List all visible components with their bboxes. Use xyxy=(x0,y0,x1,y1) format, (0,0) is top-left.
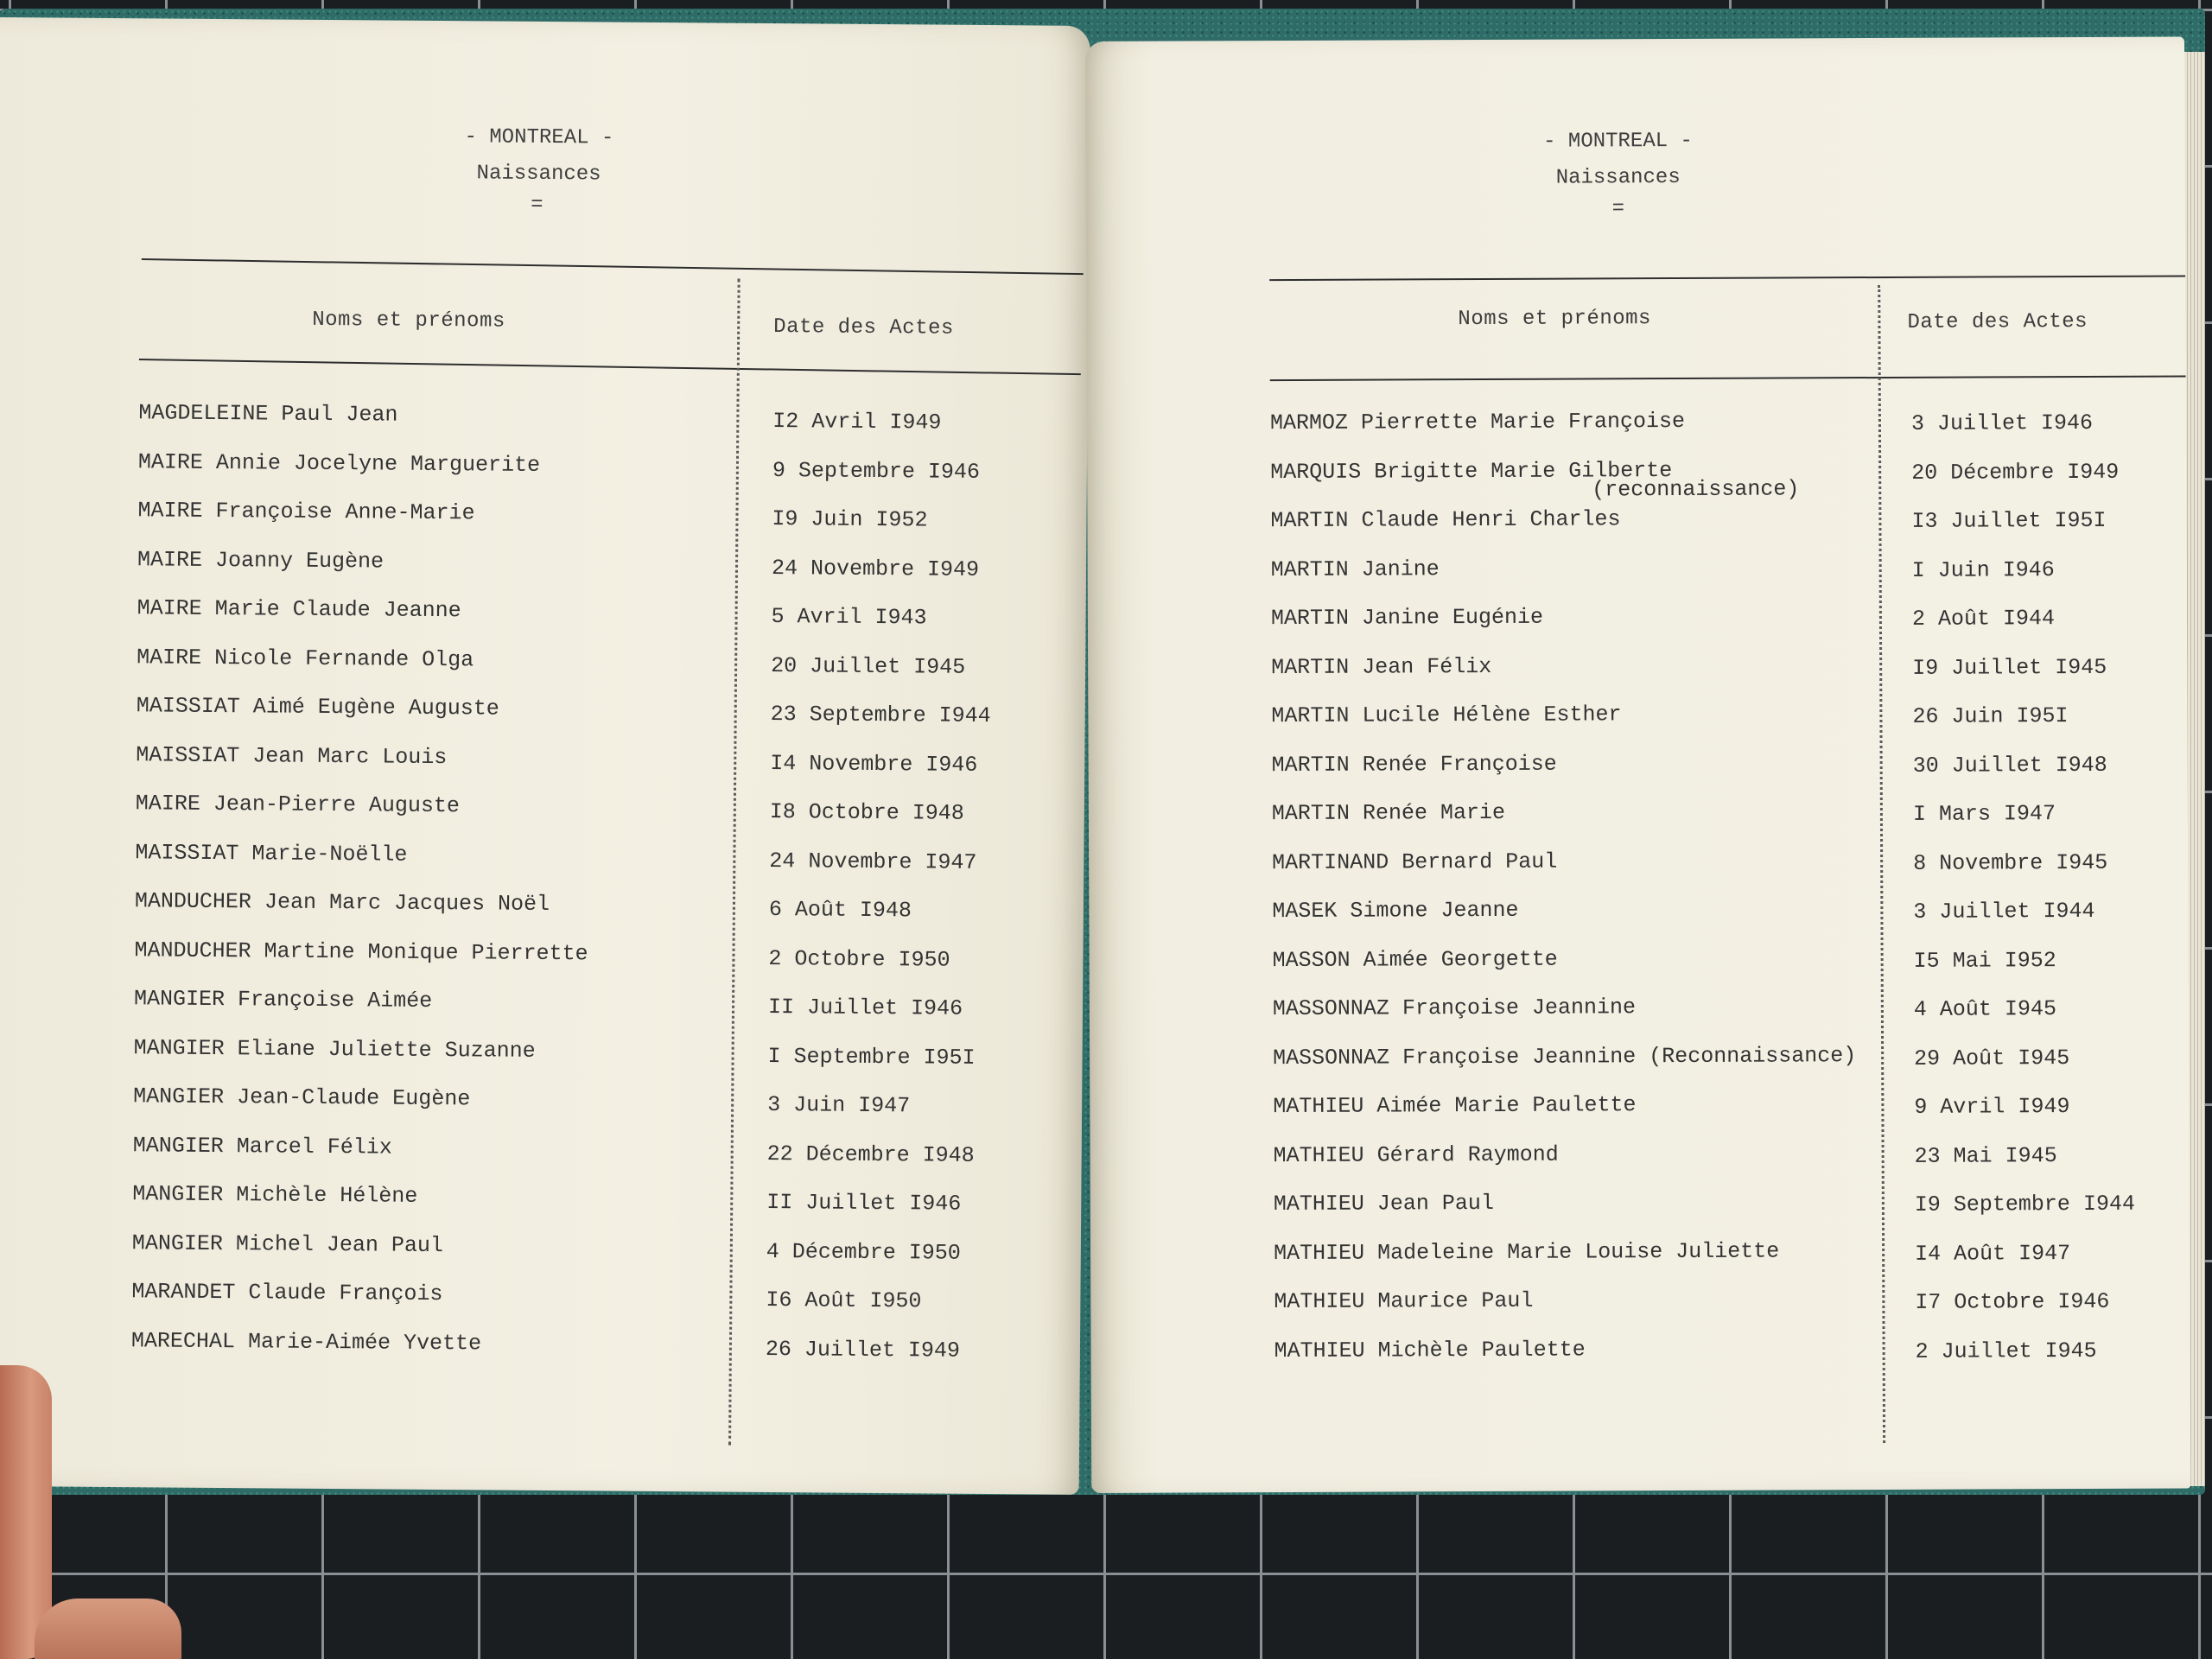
entry-row xyxy=(1271,544,2187,597)
entry-name: MATHIEU Gérard Raymond xyxy=(1273,1141,1559,1168)
entry-row xyxy=(1270,397,2186,450)
entry-row xyxy=(1273,935,2189,988)
entry-row xyxy=(1274,1276,2190,1329)
entry-name: MARTIN Lucile Hélène Esther xyxy=(1271,702,1622,729)
header-mark: = xyxy=(1611,197,1625,221)
entry-date: 20 Juillet I945 xyxy=(771,652,966,680)
entry-row xyxy=(131,1270,1065,1326)
entry-name: MASEK Simone Jeanne xyxy=(1272,897,1519,925)
entry-name: MAISSIAT Marie-Noëlle xyxy=(135,839,408,868)
entry-row xyxy=(138,441,1071,497)
entry-name: MANGIER Michèle Hélène xyxy=(132,1181,418,1209)
entry-name: MARQUIS Brigitte Marie Gilberte xyxy=(1270,457,1673,485)
entry-date: 4 Décembre I950 xyxy=(766,1238,961,1266)
left-page xyxy=(0,17,1090,1495)
entry-row xyxy=(1274,1325,2190,1378)
entry-date: 2 Octobre I950 xyxy=(768,945,950,973)
entry-date: 24 Novembre I947 xyxy=(769,848,977,875)
entry-name: MAISSIAT Jean Marc Louis xyxy=(136,741,448,770)
entry-row xyxy=(1273,1033,2189,1085)
entry-row xyxy=(1274,1179,2190,1231)
entry-name: MARTIN Janine xyxy=(1270,556,1440,582)
entry-name: MARTIN Janine Eugénie xyxy=(1270,604,1544,632)
entry-date: 26 Juillet I949 xyxy=(765,1336,961,1363)
entry-date: 5 Avril I943 xyxy=(771,604,927,631)
entry-name: MAIRE Nicole Fernande Olga xyxy=(137,644,474,672)
entry-name: MATHIEU Maurice Paul xyxy=(1274,1287,1534,1315)
entry-row xyxy=(133,1075,1066,1131)
entry-date: 4 Août I945 xyxy=(1913,996,2056,1022)
entry-name: MANDUCHER Martine Monique Pierrette xyxy=(134,937,588,966)
entry-row xyxy=(1274,1130,2190,1183)
entry-name: MARTIN Renée Françoise xyxy=(1271,751,1557,778)
entry-name: MAISSIAT Aimé Eugène Auguste xyxy=(136,693,499,721)
entry-date: 2 Août I944 xyxy=(1911,606,2056,632)
column-header-dates: Date des Actes xyxy=(1907,309,2088,334)
left-page-header xyxy=(0,116,1090,223)
entry-row xyxy=(136,782,1069,838)
entry-date: 3 Juillet I944 xyxy=(1913,898,2095,925)
right-entries-list xyxy=(1270,397,2190,1378)
entry-row xyxy=(1272,837,2188,890)
entry-name: MATHIEU Jean Paul xyxy=(1273,1190,1494,1217)
entry-date: 24 Novembre I949 xyxy=(771,555,980,582)
header-bottom-rule xyxy=(1270,375,2186,381)
entry-note: (reconnaissance) xyxy=(1592,475,1800,502)
entry-name: MARTINAND Bernard Paul xyxy=(1272,849,1558,875)
entry-date: I7 Octobre I946 xyxy=(1915,1288,2110,1315)
entry-name: MANGIER Françoise Aimée xyxy=(133,986,433,1014)
entry-date: I4 Août I947 xyxy=(1915,1240,2071,1267)
entry-row xyxy=(1274,1228,2190,1281)
entry-name: MATHIEU Michèle Paulette xyxy=(1274,1336,1586,1363)
entry-date: 3 Juin I947 xyxy=(767,1092,911,1119)
entry-name: MASSONNAZ Françoise Jeannine (Reconnaissance) xyxy=(1273,1042,1857,1071)
entry-date: 9 Avril I949 xyxy=(1914,1094,2070,1120)
entry-name: MANGIER Michel Jean Paul xyxy=(131,1230,444,1258)
entry-row xyxy=(135,831,1068,887)
top-rule xyxy=(142,258,1084,275)
entry-row xyxy=(134,977,1067,1033)
entry-date: I5 Mai I952 xyxy=(1913,947,2056,974)
entry-date: I4 Novembre I946 xyxy=(770,750,978,778)
entry-name: MANGIER Marcel Félix xyxy=(132,1132,392,1160)
entry-row xyxy=(134,929,1067,985)
entry-row xyxy=(133,1027,1066,1083)
hand-finger xyxy=(35,1599,181,1659)
entry-name: MATHIEU Madeleine Marie Louise Juliette xyxy=(1274,1238,1780,1266)
right-page xyxy=(1085,36,2190,1493)
entry-date: I8 Octobre I948 xyxy=(769,799,964,826)
page-subtitle: Naissances xyxy=(476,162,601,187)
entry-row xyxy=(137,587,1070,643)
entry-date: 29 Août I945 xyxy=(1914,1045,2070,1071)
entry-name: MAIRE Françoise Anne-Marie xyxy=(137,498,475,526)
entry-row xyxy=(1272,788,2188,841)
entry-row xyxy=(137,636,1070,692)
entry-row xyxy=(1273,983,2189,1036)
entry-name: MAIRE Joanny Eugène xyxy=(137,546,385,575)
entry-date: I Juin I946 xyxy=(1911,556,2055,583)
entry-row xyxy=(132,1173,1065,1229)
entry-name: MANGIER Jean-Claude Eugène xyxy=(133,1084,471,1112)
entry-date: 3 Juillet I946 xyxy=(1910,410,2094,436)
entry-row xyxy=(137,489,1071,545)
entry-date: I9 Juin I952 xyxy=(772,506,928,533)
entry-name: MARTIN Claude Henri Charles xyxy=(1270,506,1621,534)
entry-date: 6 Août I948 xyxy=(768,897,912,924)
entry-name: MATHIEU Aimée Marie Paulette xyxy=(1273,1092,1637,1120)
entry-row xyxy=(136,734,1069,790)
entry-row xyxy=(137,538,1071,594)
entry-row xyxy=(131,1319,1065,1376)
entry-name: MAIRE Jean-Pierre Auguste xyxy=(135,791,461,819)
column-header-names: Noms et prénoms xyxy=(312,308,505,334)
entry-date: 2 Juillet I945 xyxy=(1915,1338,2097,1364)
entry-row xyxy=(1270,447,2186,502)
header-bottom-rule xyxy=(139,359,1081,375)
top-rule xyxy=(1269,275,2185,281)
entry-row xyxy=(1271,642,2187,695)
entry-row xyxy=(136,684,1069,741)
entry-name: MAGDELEINE Paul Jean xyxy=(138,400,398,428)
entry-name: MARANDET Claude François xyxy=(131,1279,443,1307)
entry-row xyxy=(1271,690,2187,743)
entry-name: MASSON Aimée Georgette xyxy=(1272,946,1558,973)
entry-date: I9 Juillet I945 xyxy=(1912,654,2107,681)
entry-name: MARTIN Renée Marie xyxy=(1271,799,1506,827)
entry-row xyxy=(133,1124,1066,1180)
entry-date: I6 Août I950 xyxy=(766,1287,922,1314)
column-header-names: Noms et prénoms xyxy=(1458,307,1652,332)
page-subtitle: Naissances xyxy=(1555,165,1681,190)
entry-date: 9 Septembre I946 xyxy=(772,457,981,485)
entry-date: I2 Avril I949 xyxy=(772,409,942,435)
entry-name: MARMOZ Pierrette Marie Françoise xyxy=(1269,408,1686,436)
entry-date: 8 Novembre I945 xyxy=(1913,849,2108,876)
entry-row xyxy=(135,880,1068,936)
entry-name: MARTIN Jean Félix xyxy=(1271,653,1492,680)
entry-name: MAIRE Marie Claude Jeanne xyxy=(137,595,461,624)
right-page-header xyxy=(1085,121,2184,225)
left-entries-list xyxy=(131,391,1072,1375)
entry-date: I Septembre I95I xyxy=(767,1043,976,1071)
entry-row xyxy=(1270,495,2186,548)
entry-row xyxy=(138,391,1071,448)
entry-name: MARECHAL Marie-Aimée Yvette xyxy=(130,1327,482,1356)
entry-row xyxy=(1273,1081,2189,1134)
header-mark: = xyxy=(531,193,543,217)
entry-date: 20 Décembre I949 xyxy=(1911,459,2120,486)
entry-name: MANGIER Eliane Juliette Suzanne xyxy=(133,1034,536,1064)
entry-date: 22 Décembre I948 xyxy=(766,1141,975,1168)
entry-date: II Juillet I946 xyxy=(767,995,963,1021)
column-header-dates: Date des Actes xyxy=(773,315,954,340)
entry-date: I Mars I947 xyxy=(1912,801,2056,827)
entry-row xyxy=(1272,740,2188,792)
entry-name: MASSONNAZ Françoise Jeannine xyxy=(1272,995,1637,1022)
entry-date: 30 Juillet I948 xyxy=(1912,752,2107,779)
entry-date: I9 Septembre I944 xyxy=(1914,1191,2135,1217)
entry-date: I3 Juillet I95I xyxy=(1911,507,2107,534)
page-city-heading: - MONTREAL - xyxy=(464,125,614,150)
entry-name: MAIRE Annie Jocelyne Marguerite xyxy=(137,448,541,478)
entry-date: 23 Mai I945 xyxy=(1914,1142,2057,1169)
entry-date: II Juillet I946 xyxy=(766,1190,962,1217)
page-city-heading: - MONTREAL - xyxy=(1543,129,1693,154)
entry-date: 26 Juin I95I xyxy=(1912,703,2069,729)
entry-row xyxy=(1272,886,2188,938)
entry-row xyxy=(1271,593,2187,645)
entry-row xyxy=(132,1222,1065,1278)
entry-name: MANDUCHER Jean Marc Jacques Noël xyxy=(134,888,550,918)
entry-date: 23 Septembre I944 xyxy=(770,702,991,729)
